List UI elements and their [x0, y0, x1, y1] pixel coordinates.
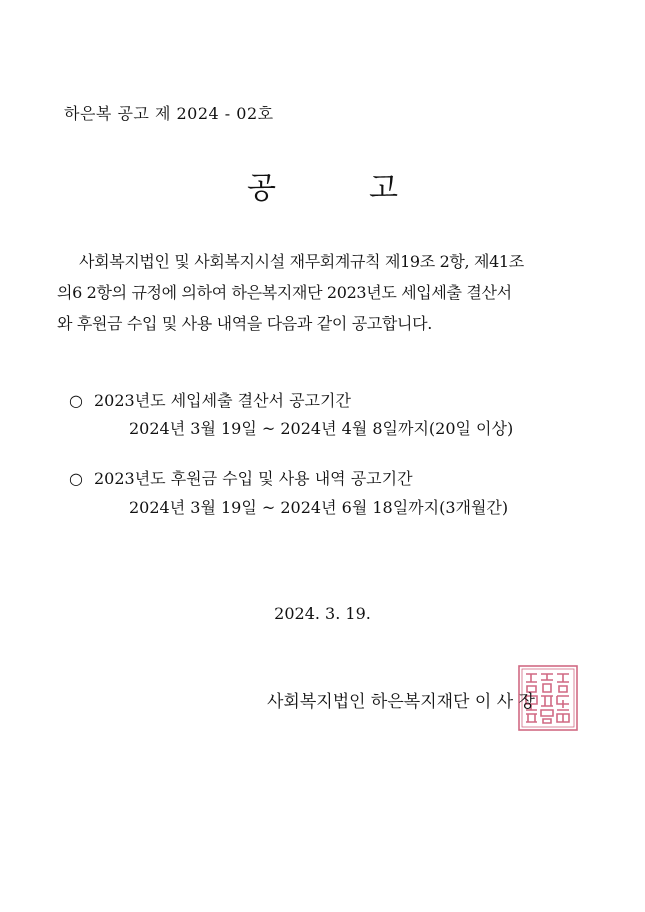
item-2-title: 2023년도 후원금 수입 및 사용 내역 공고기간	[94, 469, 413, 488]
item-1-period: 2024년 3월 19일 ~ 2024년 4월 8일까지(20일 이상)	[129, 419, 514, 438]
title-char-2: 고	[369, 171, 398, 206]
document-title	[0, 163, 645, 207]
issuer-name: 사회복지법인 하은복지재단 이 사 장	[267, 692, 535, 712]
item-1-heading	[69, 388, 351, 411]
item-2-period: 2024년 3월 19일 ~ 2024년 6월 18일까지(3개월간)	[129, 498, 509, 517]
body-line-2: 의6 2항의 규정에 의하여 하은복지재단 2023년도 세입세출 결산서	[57, 283, 512, 302]
document-number: 하은복 공고 제 2024 - 02호	[64, 104, 274, 123]
circle-bullet-icon: ○	[69, 391, 83, 410]
item-1-title: 2023년도 세입세출 결산서 공고기간	[94, 391, 351, 410]
body-line-3: 와 후원금 수입 및 사용 내역을 다음과 같이 공고합니다.	[57, 314, 432, 333]
document-date: 2024. 3. 19.	[274, 604, 371, 623]
body-line-1: 사회복지법인 및 사회복지시설 재무회계규칙 제19조 2항, 제41조	[79, 252, 524, 271]
item-2-heading	[69, 466, 413, 489]
circle-bullet-icon: ○	[69, 469, 83, 488]
title-char-1: 공	[247, 171, 276, 206]
